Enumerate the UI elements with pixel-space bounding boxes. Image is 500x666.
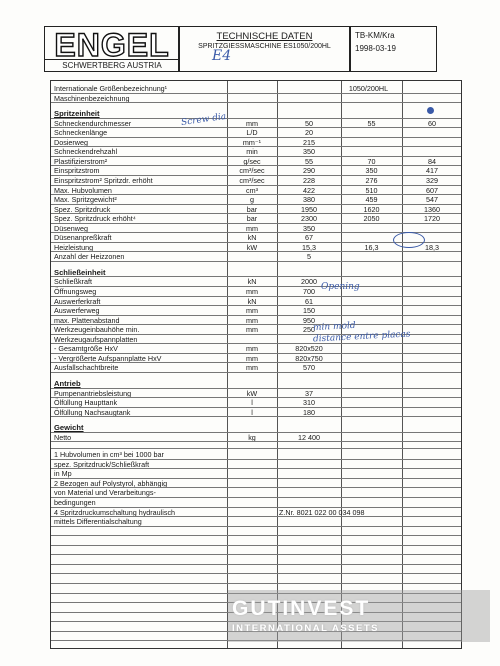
injection-row-value-1: 215 (303, 137, 315, 147)
weight-section-title: Gewicht (54, 423, 84, 433)
injection-section-title: Spritzeinheit (54, 109, 100, 119)
injection-row-label: Düsenanpreßkraft (54, 233, 112, 243)
injection-row-label: Max. Hubvolumen (54, 185, 112, 195)
injection-row-value-2: 1620 (363, 204, 380, 214)
injection-row-unit: mm⁻¹ (242, 137, 262, 147)
injection-row-unit: cm³/sec (239, 175, 265, 185)
handwritten-screw-note: Screw dia (180, 111, 227, 129)
document-title: TECHNISCHE DATEN (216, 31, 313, 42)
drive-row-value-1: 180 (303, 407, 315, 417)
clamping-row-unit: mm (246, 306, 258, 316)
clamping-row-value-1: 820x750 (295, 353, 323, 363)
injection-row-unit: cm³/sec (239, 166, 265, 176)
injection-row-unit: cm³ (246, 185, 258, 195)
injection-row-value-1: 350 (303, 147, 315, 157)
injection-row-value-1: 55 (305, 156, 313, 166)
clamping-row-label: - Vergrößerte Aufspannplatte HxV (54, 353, 162, 363)
injection-row-label: Max. Spritzgewicht² (54, 195, 117, 205)
clamping-row-value-1: 820x520 (295, 344, 323, 354)
document-subtitle: SPRITZGIESSMASCHINE ES1050/200HL (198, 43, 331, 50)
clamping-row-value-1: 2000 (301, 277, 317, 287)
injection-row-label: Anzahl der Heizzonen (54, 252, 125, 262)
injection-row-value-2: 459 (365, 195, 378, 205)
clamping-row-unit: mm (246, 353, 258, 363)
handwritten-mold-note: min mold (312, 320, 356, 334)
weight-row-label: Netto (54, 432, 72, 442)
footnote-line: 4 Spritzdruckumschaltung hydraulisch (54, 507, 176, 517)
clamping-row-label: Auswerferkraft (54, 296, 101, 306)
injection-row-unit: min (246, 147, 258, 157)
injection-row-label: Schneckendurchmesser (54, 118, 132, 128)
injection-row-value-2: 2050 (363, 214, 380, 224)
injection-row-unit: g (250, 195, 254, 205)
title-box (178, 26, 351, 72)
injection-row-value-1: 15,3 (302, 242, 316, 252)
injection-row-label: Düsenweg (54, 223, 88, 233)
injection-row-label: Spez. Spritzdruck erhöht⁴ (54, 214, 136, 224)
drive-row-value-1: 37 (305, 388, 313, 398)
injection-row-value-1: 67 (305, 233, 313, 243)
clamping-row-value-1: 150 (303, 306, 315, 316)
injection-row-unit: g/sec (243, 156, 261, 166)
reference-box (349, 26, 437, 72)
footnote-line: 1 Hubvolumen in cm³ bei 1000 bar (54, 450, 164, 460)
injection-row-value-3: 607 (426, 185, 438, 195)
injection-row-unit: kN (247, 233, 257, 243)
injection-row-value-2: 510 (365, 185, 378, 195)
weight-row-unit: kg (248, 432, 256, 442)
watermark-subtitle: INTERNATIONAL ASSETS (232, 623, 379, 634)
footnote-line: bedingungen (54, 498, 96, 507)
injection-row-label: Plastifizierstrom² (54, 156, 108, 166)
injection-row-value-3: 1360 (424, 204, 440, 214)
injection-row-value-1: 50 (305, 118, 313, 128)
injection-row-unit: mm (246, 118, 258, 128)
clamping-row-label: Werkzeugeinbauhöhe min. (54, 325, 140, 335)
logo-subtitle: SCHWERTBERG AUSTRIA (45, 59, 179, 71)
injection-row-value-1: 350 (303, 223, 315, 233)
injection-row-value-2: 350 (365, 166, 378, 176)
injection-row-label: Einspritzstrom² Spritzdr. erhöht (54, 175, 153, 185)
document-date: 1998-03-19 (355, 44, 396, 53)
drive-row-label: Ölfüllung Haupttank (54, 398, 118, 408)
footnote-line: in Mp (54, 469, 72, 479)
drive-row-unit: l (251, 398, 253, 408)
injection-row-value-3: 1720 (424, 214, 440, 224)
drawing-number: Z.Nr. 8021 022 00 034 098 (279, 507, 365, 517)
injection-row-value-1: 1950 (301, 204, 317, 214)
injection-row-value-1: 2300 (301, 214, 317, 224)
clamping-row-unit: mm (246, 287, 258, 296)
clamping-row-unit: mm (246, 344, 258, 354)
clamping-row-label: Schließkraft (54, 277, 92, 287)
injection-row-value-2: 276 (365, 175, 378, 185)
clamping-row-value-1: 570 (303, 363, 315, 373)
clamping-row-label: Öffnungsweg (54, 287, 97, 296)
injection-row-label: Heizleistung (54, 242, 94, 252)
clamping-row-unit: mm (246, 325, 258, 335)
drive-row-label: Pumpenantriebsleistung (54, 388, 132, 398)
injection-row-value-1: 5 (307, 252, 311, 262)
drive-section-title: Antrieb (54, 378, 81, 388)
drive-row-value-1: 310 (303, 398, 315, 408)
injection-row-value-3: 417 (426, 166, 438, 176)
injection-row-label: Spez. Spritzdruck (54, 204, 111, 214)
handwritten-note: E4 (212, 48, 232, 64)
injection-row-value-2: 55 (367, 118, 376, 128)
injection-row-value-3: 18,3 (425, 242, 439, 252)
clamping-row-unit: kN (247, 296, 257, 306)
injection-row-unit: L/D (246, 128, 258, 138)
injection-row-value-3: 84 (428, 156, 436, 166)
clamping-row-unit: mm (246, 315, 258, 325)
engel-logo-box (44, 26, 180, 72)
clamping-row-label: Auswerferweg (54, 306, 100, 316)
reference-code: TB-KM/Kra (355, 31, 395, 40)
general-row-label: Maschinenbezeichnung (54, 93, 130, 103)
footnote-line: von Material und Verarbeitungs- (54, 488, 156, 498)
clamping-row-value-1: 950 (303, 315, 315, 325)
engel-logo: ENGEL (54, 27, 170, 63)
injection-row-unit: kW (246, 242, 258, 252)
injection-row-value-1: 228 (303, 175, 315, 185)
drive-row-label: Ölfüllung Nachsaugtank (54, 407, 131, 417)
injection-row-value-2: 16,3 (364, 242, 379, 252)
clamping-row-label: Werkzeugaufspannplatten (54, 334, 138, 344)
injection-row-value-1: 20 (305, 128, 313, 138)
injection-row-value-1: 290 (303, 166, 315, 176)
injection-row-value-2: 70 (367, 156, 376, 166)
injection-row-value-3: 547 (426, 195, 438, 205)
footnote-line: mittels Differentialschaltung (54, 517, 142, 527)
drive-row-unit: l (251, 407, 253, 417)
footnote-line: spez. Spritzdruck/Schließkraft (54, 459, 150, 469)
injection-row-value-3: 60 (428, 118, 436, 128)
clamping-row-value-1: 700 (303, 287, 315, 296)
size-designation-value: 1050/200HL (348, 84, 389, 93)
spec-table (50, 80, 462, 649)
injection-row-label: Dosierweg (54, 137, 88, 147)
watermark (232, 597, 492, 634)
ink-dot (427, 107, 434, 114)
watermark-name: GUTINVEST (232, 597, 371, 620)
clamping-row-label: Ausfallschachtbreite (54, 363, 119, 373)
injection-row-value-1: 380 (303, 195, 315, 205)
clamping-section-title: Schließeinheit (54, 267, 106, 277)
handwritten-opening-note: Opening (321, 281, 360, 292)
clamping-row-unit: mm (246, 363, 258, 373)
injection-row-label: Einspritzstrom (54, 166, 100, 176)
injection-row-unit: bar (246, 204, 258, 214)
weight-row-value-1: 12 400 (298, 432, 320, 442)
clamping-row-value-1: 61 (305, 296, 313, 306)
injection-row-value-1: 422 (303, 185, 315, 195)
clamping-row-unit: kN (247, 277, 257, 287)
injection-row-label: Schneckenlänge (54, 128, 108, 138)
clamping-row-value-1: 250 (303, 325, 315, 335)
drive-row-unit: kW (246, 388, 258, 398)
clamping-row-label: - Gesamtgröße HxV (54, 344, 118, 354)
injection-row-label: Schneckendrehzahl (54, 147, 118, 157)
general-row-label: Internationale Größenbezeichnung¹ (54, 84, 168, 93)
injection-row-unit: bar (246, 214, 258, 224)
injection-row-unit: mm (246, 223, 258, 233)
clamping-row-label: max. Plattenabstand (54, 315, 120, 325)
injection-row-value-3: 329 (426, 175, 438, 185)
handwritten-distance-note: distance entre placas (312, 329, 411, 345)
footnote-line: 2 Bezogen auf Polystyrol, abhängig (54, 478, 168, 488)
